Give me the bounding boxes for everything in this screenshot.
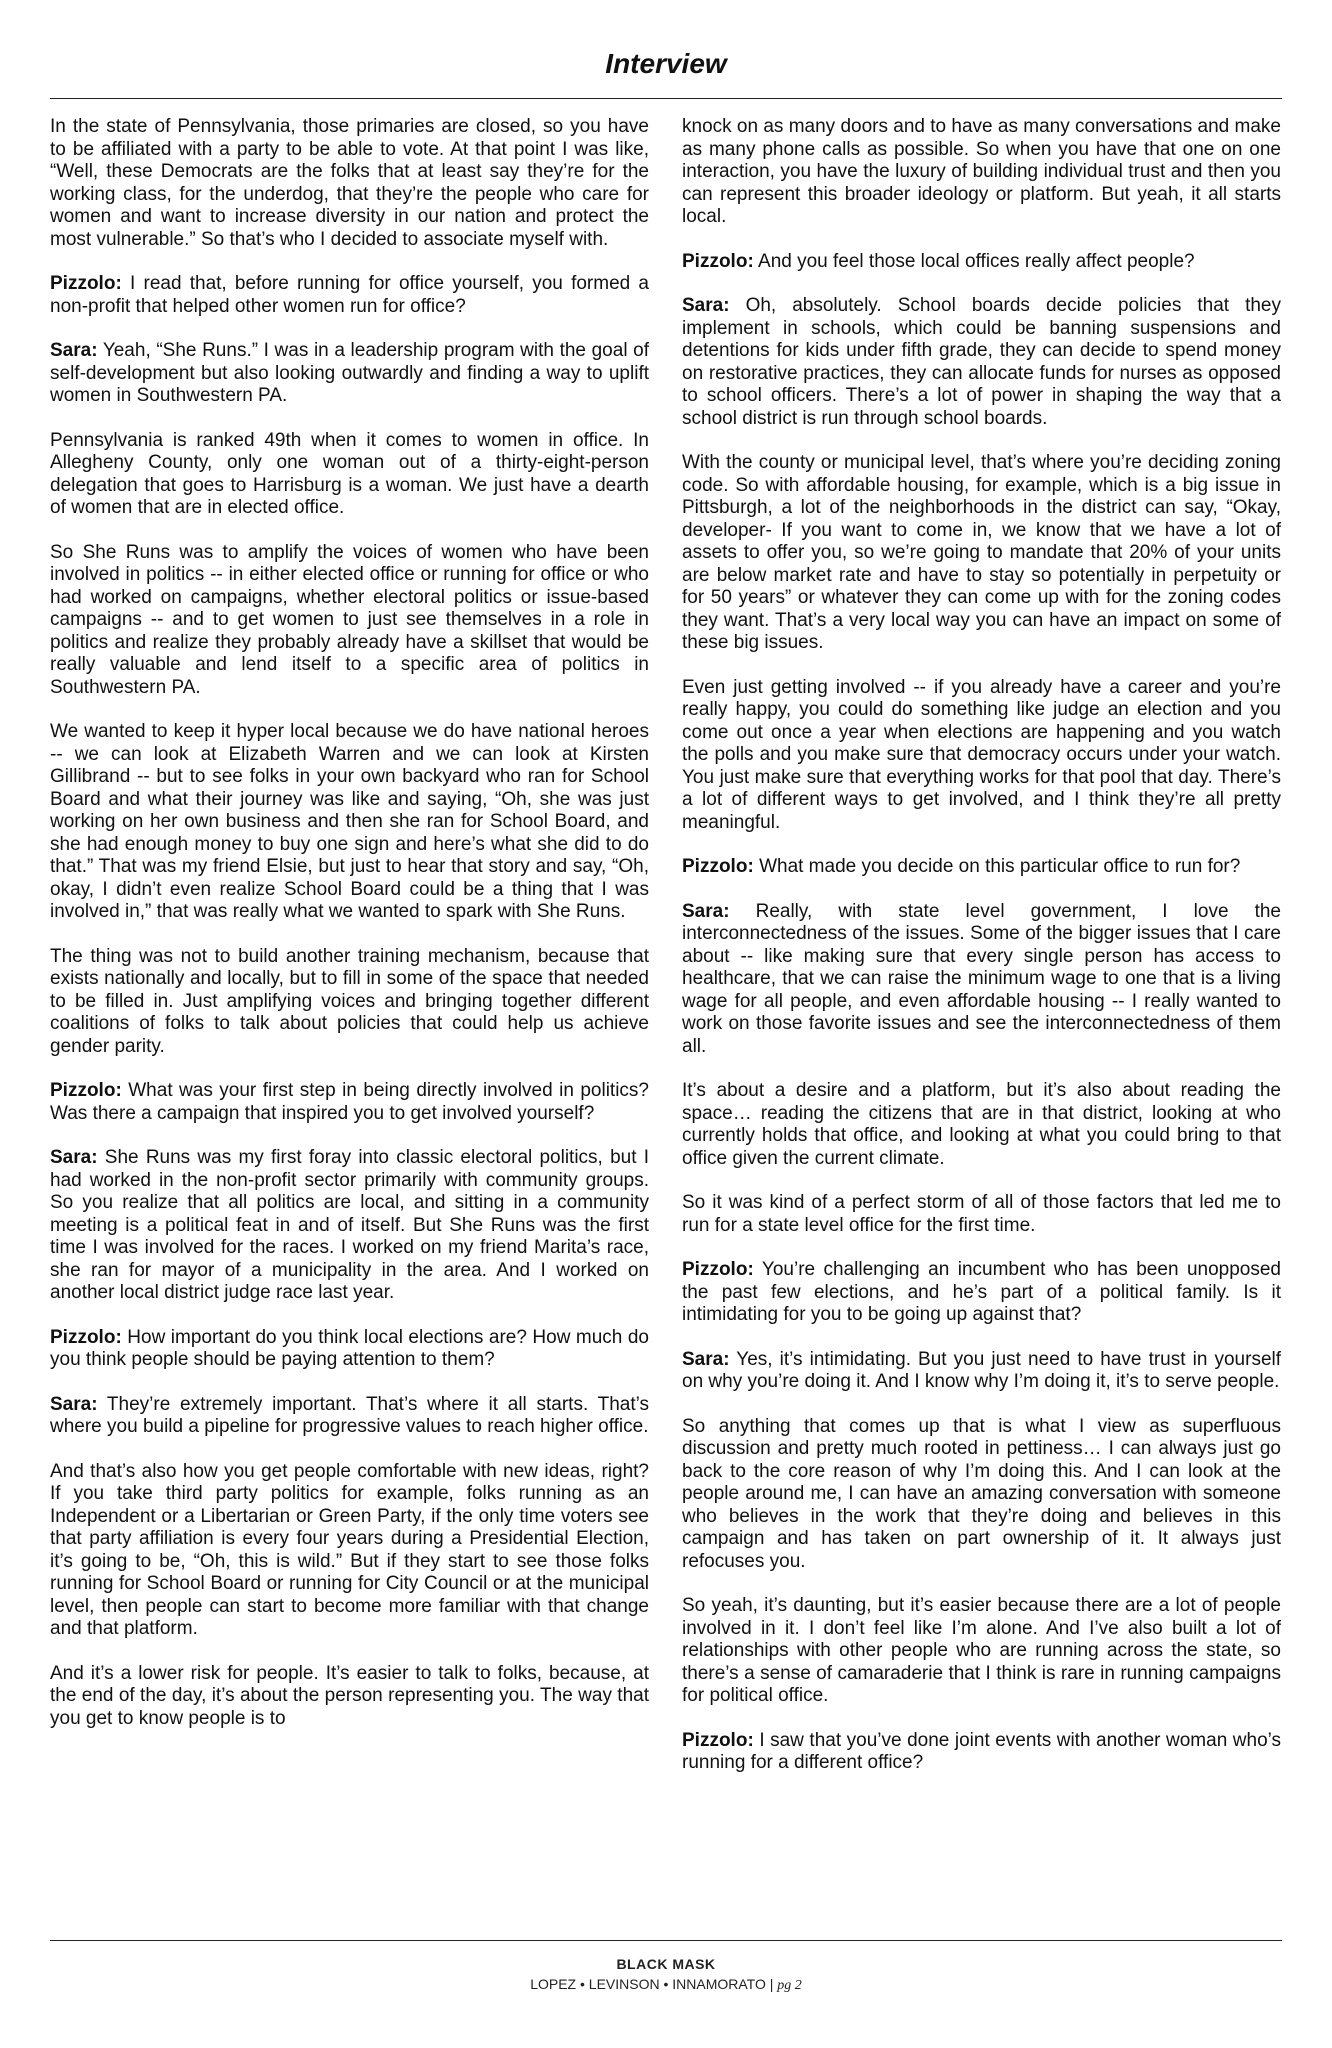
paragraph-text: How important do you think local elections are? How much do you think people should be paying attention to them? bbox=[50, 1326, 649, 1370]
speaker-label: Pizzolo: bbox=[682, 1729, 754, 1751]
paragraph-text: I saw that you’ve done joint events with another woman who’s running for a different office? bbox=[682, 1729, 1282, 1773]
paragraph-text: Yeah, “She Runs.” I was in a leadership program with the goal of self-development but also looking outwardly and finding a way to uplift women in Southwestern PA. bbox=[50, 340, 649, 406]
speaker-label: Pizzolo: bbox=[682, 250, 754, 272]
paragraph-text: Even just getting involved -- if you already have a career and you’re really happy, you could do something like judge an election and you come out once a year when elections are happening and you watch the polls and you make sure that democracy occurs under your watch. You just make sure that everything works for that pool that day. There’s a lot of different ways to get involved, and I think they’re all pretty meaningful. bbox=[682, 676, 1281, 833]
footer-credit-line bbox=[0, 1974, 1332, 1996]
paragraph bbox=[682, 251, 1281, 274]
paragraph bbox=[50, 1327, 649, 1372]
paragraph-text: And it’s a lower risk for people. It’s easier to talk to folks, because, at the end of the day, it’s about the person representing you. The way that you get to know people is to bbox=[50, 1662, 649, 1729]
paragraph-text: So yeah, it’s daunting, but it’s easier because there are a lot of people involved in it. I don’t feel like I’m alone. And I’ve also built a lot of relationships with other people who are running across the state, so there’s a sense of camaraderie that I think is rare in running campaigns for political office. bbox=[682, 1595, 1281, 1706]
page-number: pg 2 bbox=[777, 1978, 802, 1993]
speaker-label: Sara: bbox=[682, 900, 730, 922]
speaker-label: Pizzolo: bbox=[50, 1080, 122, 1101]
page-footer bbox=[0, 1954, 1332, 1996]
paragraph bbox=[50, 1394, 649, 1439]
speaker-label: Sara: bbox=[50, 340, 98, 361]
paragraph bbox=[50, 1461, 649, 1641]
right-column bbox=[682, 116, 1281, 1797]
paragraph bbox=[50, 721, 649, 924]
paragraph-text: It’s about a desire and a platform, but it’s also about reading the space… reading the citizens that are in that district, looking at who currently holds that office, and looking at what you could bring to that office given the current climate. bbox=[682, 1080, 1281, 1169]
paragraph bbox=[682, 856, 1281, 879]
paragraph-text: Yes, it’s intimidating. But you just need to have trust in yourself on why you’re doing it. And I know why I’m doing it, it’s to serve people. bbox=[682, 1348, 1282, 1392]
paragraph-text: So anything that comes up that is what I view as superfluous discussion and pretty much rooted in pettiness… I can always just go back to the core reason of why I’m doing this. And I can look at the people around me, I can have an amazing conversation with someone who believes in the work that they’re doing and believes in this campaign and has taken on part ownership of it. It always just refocuses you. bbox=[682, 1415, 1281, 1572]
paragraph bbox=[50, 430, 649, 520]
paragraph-text: So She Runs was to amplify the voices of women who have been involved in politics -- in either elected office or running for office or who had worked on campaigns, whether electoral politics or issue-based campaigns -- and to get women to just see themselves in a role in politics and realize they probably already have a skillset that would be really valuable and lend itself to a specific area of politics in Southwestern PA. bbox=[50, 541, 649, 698]
author-credits: LOPEZ • LEVINSON • INNAMORATO bbox=[530, 1976, 766, 1992]
speaker-label: Sara: bbox=[50, 1147, 98, 1168]
paragraph bbox=[50, 340, 649, 408]
paragraph-text: You’re challenging an incumbent who has been unopposed the past few elections, and he’s part of a political family. Is it intimidating for you to be going up against that? bbox=[682, 1259, 1281, 1325]
paragraph bbox=[682, 901, 1281, 1059]
paragraph bbox=[682, 295, 1281, 430]
footer-separator: | bbox=[769, 1976, 774, 1992]
paragraph-text: knock on as many doors and to have as many conversations and make as many phone calls as possible. So when you have that one on one interaction, you have the luxury of building individual trust and then you can represent this broader ideology or platform. But yeah, it all starts local. bbox=[682, 116, 1281, 227]
publication-name: BLACK MASK bbox=[616, 1956, 716, 1972]
paragraph-text: She Runs was my first foray into classic electoral politics, but I had worked in the non-profit sector primarily with community groups. So you realize that all politics are local, and sitting in a community meeting is a political feat in and of itself. But She Runs was the first time I was involved for the races. I worked on my friend Marita’s race, she ran for mayor of a municipality in the area. And I worked on another local district judge race last year. bbox=[50, 1147, 650, 1303]
paragraph bbox=[682, 1730, 1281, 1775]
paragraph-text: With the county or municipal level, that’s where you’re deciding zoning code. So with affordable housing, for example, which is a big issue in Pittsburgh, a lot of the neighborhoods in the district can say, “Okay, developer- If you want to come in, we know that we have a lot of assets to offer you, so we’re going to mandate that 20% of your units are below market rate and have to stay so potentially in perpetuity or for 50 years” or whatever they can come up with for the zoning codes they want. That’s a very local way you can have an impact on some of these big issues. bbox=[682, 452, 1281, 653]
paragraph bbox=[682, 1349, 1281, 1394]
paragraph bbox=[682, 452, 1281, 655]
paragraph bbox=[50, 1663, 649, 1731]
paragraph bbox=[50, 273, 649, 318]
speaker-label: Sara: bbox=[682, 1348, 730, 1370]
paragraph bbox=[50, 542, 649, 700]
speaker-label: Pizzolo: bbox=[50, 273, 122, 294]
paragraph-text: I read that, before running for office yourself, you formed a non-profit that helped other women run for office? bbox=[50, 273, 649, 317]
speaker-label: Pizzolo: bbox=[50, 1326, 122, 1348]
paragraph bbox=[682, 1259, 1281, 1327]
paragraph bbox=[682, 1595, 1281, 1708]
paragraph-text: In the state of Pennsylvania, those primaries are closed, so you have to be affiliated with a party to be able to vote. At that point I was like, “Well, these Democrats are the folks that at least say they’re for the working class, for the underdog, that they’re the people who care for women and want to increase diversity in our nation and protect the most vulnerable.” So that’s who I decided to associate myself with. bbox=[50, 116, 649, 250]
paragraph-text: And you feel those local offices really affect people? bbox=[758, 250, 1195, 272]
paragraph bbox=[50, 1080, 649, 1125]
page-header bbox=[50, 40, 1282, 99]
speaker-label: Sara: bbox=[50, 1393, 98, 1415]
speaker-label: Sara: bbox=[682, 295, 730, 316]
paragraph-text: They’re extremely important. That’s where it all starts. That’s where you build a pipeline for progressive values to reach higher office. bbox=[50, 1393, 650, 1437]
paragraph-text: The thing was not to build another training mechanism, because that exists nationally and locally, but to fill in some of the space that needed to be filled in. Just amplifying voices and bringing together different coalitions of folks to talk about policies that could help us achieve gender parity. bbox=[50, 945, 649, 1057]
speaker-label: Pizzolo: bbox=[682, 1259, 754, 1280]
paragraph-text: Oh, absolutely. School boards decide policies that they implement in schools, which could be banning suspensions and detentions for kids under fifth grade, they can decide to spend money on restorative practices, they can allocate funds for nurses as opposed to school officers. There’s a lot of power in shaping the way that a school district is run through school boards. bbox=[682, 295, 1282, 429]
paragraph bbox=[682, 1192, 1281, 1237]
paragraph bbox=[682, 116, 1281, 229]
section-title: Interview bbox=[605, 48, 727, 79]
paragraph-text: What made you decide on this particular office to run for? bbox=[759, 856, 1241, 877]
speaker-label: Pizzolo: bbox=[682, 856, 754, 877]
paragraph bbox=[682, 1416, 1281, 1574]
paragraph bbox=[50, 1147, 649, 1305]
paragraph-text: We wanted to keep it hyper local because we do have national heroes -- we can look at Elizabeth Warren and we can look at Kirsten Gillibrand -- but to see folks in your own backyard who ran for School Board and what their journey was like and saying, “Oh, she was just working on her own business and then she ran for School Board, and she had enough money to buy one sign and here’s what she did to do that.” That was my friend Elsie, but just to hear that story and say, “Oh, okay, I didn’t even realize School Board could be a thing that I was involved in,” that was really what we wanted to spark with She Runs. bbox=[50, 721, 649, 922]
footer-divider bbox=[50, 1940, 1282, 1941]
paragraph-text: What was your first step in being directly involved in politics? Was there a campaign that inspired you to get involved yourself? bbox=[50, 1080, 649, 1124]
paragraph-text: Really, with state level government, I love the interconnectedness of the issues. Some of the bigger issues that I care about -- like making sure that every single person has access to healthcare, that we can raise the minimum wage to one that is a living wage for all people, and even affordable housing -- I really wanted to work on those favorite issues and see the interconnectedness of them all. bbox=[682, 900, 1281, 1057]
paragraph bbox=[50, 116, 649, 251]
paragraph bbox=[50, 946, 649, 1059]
paragraph-text: And that’s also how you get people comfortable with new ideas, right? If you take third party politics for example, folks running as an Independent or a Libertarian or Green Party, if the only time voters see that party affiliation is every four years during a Presidential Election, it’s going to be, “Oh, this is wild.” But if they start to see those folks running for School Board or running for City Council or at the municipal level, then people can start to become more familiar with that change and that platform. bbox=[50, 1460, 649, 1639]
paragraph bbox=[682, 677, 1281, 835]
paragraph-text: Pennsylvania is ranked 49th when it comes to women in office. In Allegheny County, only one woman out of a thirty-eight-person delegation that goes to Harrisburg is a woman. We just have a dearth of women that are in elected office. bbox=[50, 429, 649, 518]
left-column bbox=[50, 116, 649, 1752]
paragraph bbox=[682, 1080, 1281, 1170]
paragraph-text: So it was kind of a perfect storm of all of those factors that led me to run for a state level office for the first time. bbox=[682, 1192, 1281, 1236]
